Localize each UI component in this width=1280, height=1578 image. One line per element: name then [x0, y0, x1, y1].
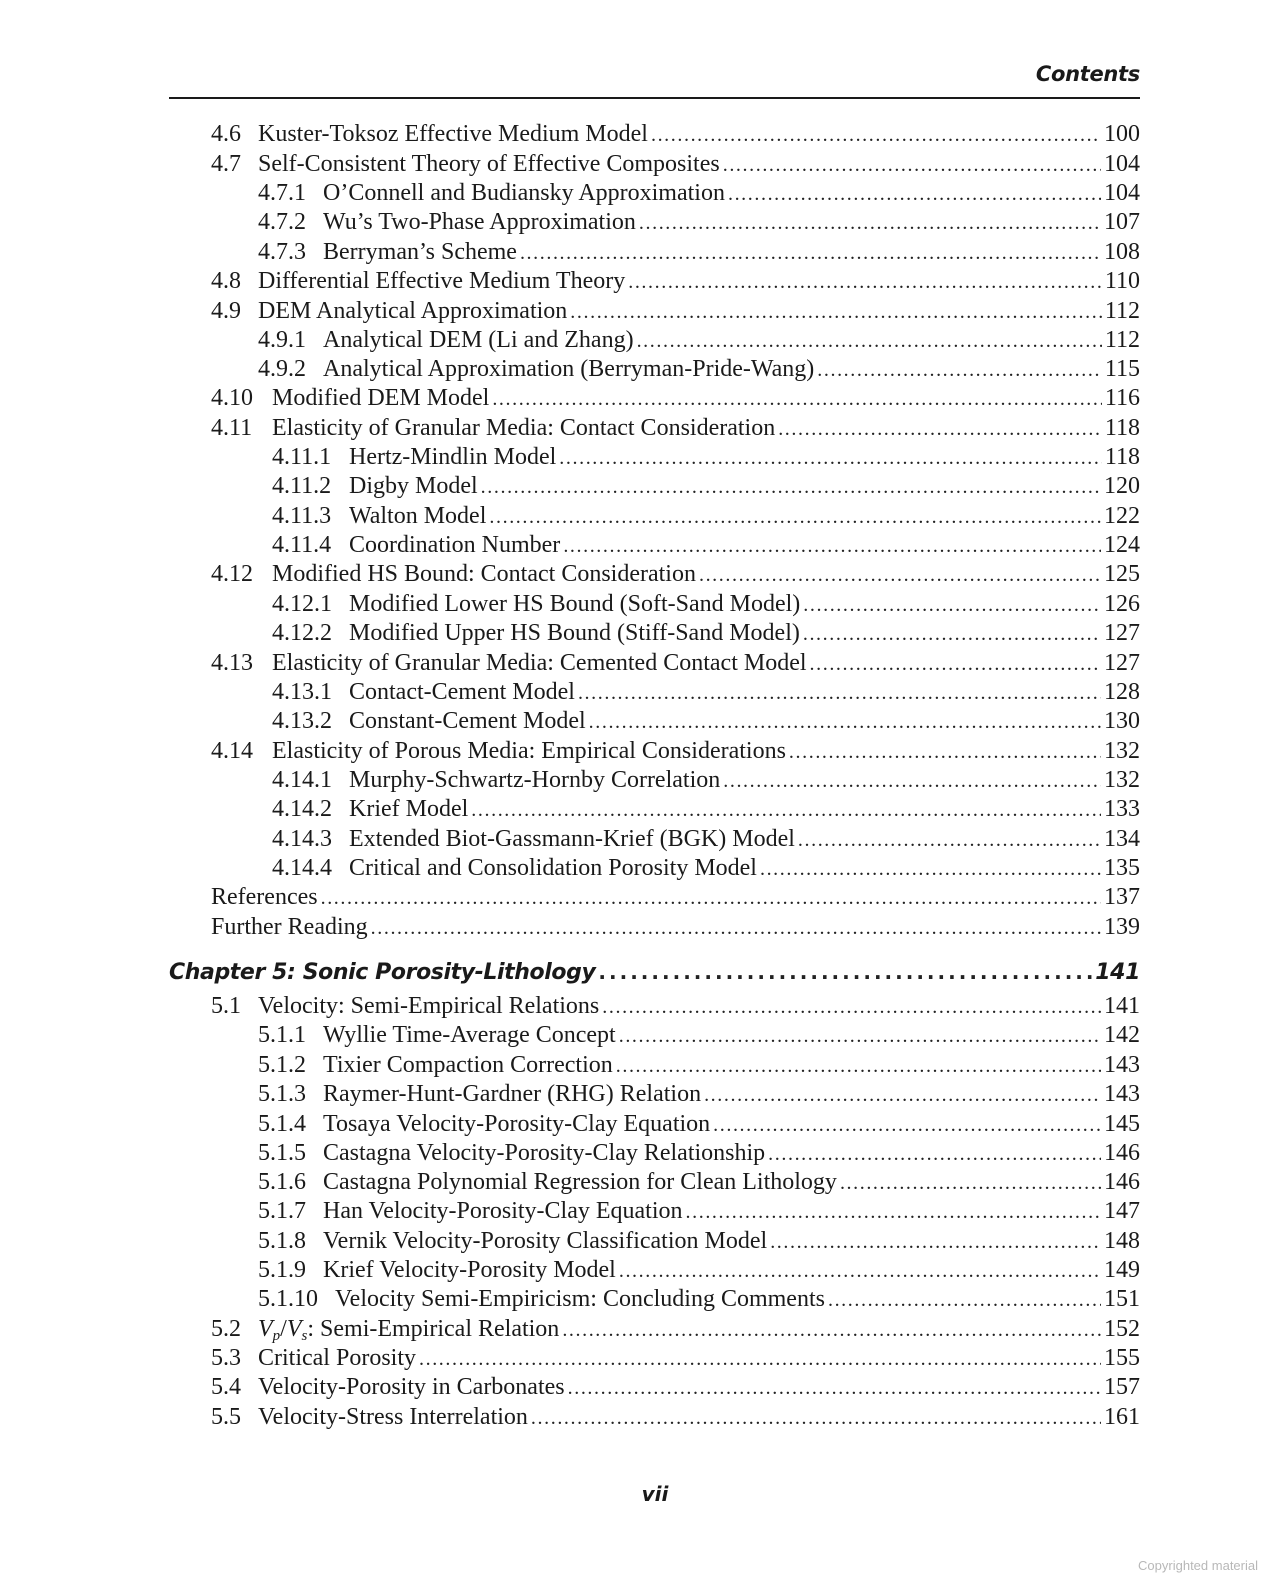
- toc-entry[interactable]: [211, 912, 1140, 942]
- toc-entry[interactable]: [258, 1109, 1140, 1139]
- toc-entry[interactable]: [211, 149, 1140, 179]
- entry-number: 4.11.4: [272, 532, 332, 558]
- leader-dots: [371, 913, 1101, 943]
- toc-entry[interactable]: [272, 794, 1140, 824]
- entry-title: Walton Model: [349, 503, 487, 529]
- entry-page: 104: [1104, 180, 1140, 206]
- entry-number: 4.13.2: [272, 708, 332, 734]
- entry-page: 124: [1104, 532, 1140, 558]
- entry-number: 5.4: [211, 1374, 241, 1400]
- entry-number: 4.7.2: [258, 209, 306, 235]
- entry-title: O’Connell and Budiansky Approximation: [323, 180, 725, 206]
- entry-number: 4.11.3: [272, 503, 332, 529]
- entry-page: 112: [1104, 327, 1140, 353]
- toc-entry[interactable]: [272, 589, 1140, 619]
- toc-entry[interactable]: [272, 618, 1140, 648]
- leader-dots: [489, 502, 1101, 532]
- leader-dots: [803, 590, 1101, 620]
- leader-dots: [481, 472, 1101, 502]
- entry-page: 118: [1104, 415, 1140, 441]
- entry-title: Extended Biot-Gassmann-Krief (BGK) Model: [349, 826, 795, 852]
- page-number: vii: [641, 1482, 669, 1506]
- entry-number: 5.1.6: [258, 1169, 306, 1195]
- entry-number: 5.1.5: [258, 1140, 306, 1166]
- entry-number: 5.1.4: [258, 1111, 306, 1137]
- toc-entry[interactable]: [258, 237, 1140, 267]
- toc-entry[interactable]: [258, 1138, 1140, 1168]
- entry-title: Critical Porosity: [258, 1345, 416, 1371]
- entry-page: 147: [1104, 1198, 1140, 1224]
- entry-title: References: [211, 884, 318, 910]
- leader-dots: [563, 531, 1101, 561]
- entry-number: 5.2: [211, 1316, 241, 1342]
- entry-title: Velocity-Stress Interrelation: [258, 1404, 528, 1430]
- entry-number: 4.14.4: [272, 855, 332, 881]
- toc-entry[interactable]: [211, 1372, 1140, 1402]
- leader-dots: [637, 326, 1102, 356]
- toc-entry[interactable]: [258, 1196, 1140, 1226]
- leader-dots: [578, 678, 1101, 708]
- entry-number: 4.9.2: [258, 356, 306, 382]
- entry-title: Modified Upper HS Bound (Stiff-Sand Model): [349, 620, 800, 646]
- toc-entry[interactable]: [272, 677, 1140, 707]
- entry-number: 4.14.3: [272, 826, 332, 852]
- entry-title: Velocity: Semi-Empirical Relations: [258, 993, 600, 1019]
- entry-page: 127: [1104, 620, 1140, 646]
- entry-number: 5.1: [211, 993, 241, 1019]
- entry-page: 112: [1104, 298, 1140, 324]
- entry-number: 4.13: [211, 650, 253, 676]
- leader-dots: [471, 795, 1101, 825]
- entry-title: Differential Effective Medium Theory: [258, 268, 626, 294]
- entry-number: 4.14.2: [272, 796, 332, 822]
- leader-dots: [619, 1256, 1101, 1286]
- entry-title: Modified HS Bound: Contact Consideration: [272, 561, 696, 587]
- entry-page: 145: [1104, 1111, 1140, 1137]
- toc-entry[interactable]: [211, 383, 1140, 413]
- entry-title: Velocity-Porosity in Carbonates: [258, 1374, 565, 1400]
- entry-page: 127: [1104, 650, 1140, 676]
- entry-title: Further Reading: [211, 914, 368, 940]
- toc-entry[interactable]: [211, 296, 1140, 326]
- chapter-title: Chapter 5: Sonic Porosity-Lithology: [169, 960, 596, 985]
- toc-entry[interactable]: [258, 178, 1140, 208]
- leader-dots: [568, 1373, 1101, 1403]
- entry-number: 4.11.1: [272, 444, 332, 470]
- entry-number: 4.11.2: [272, 473, 332, 499]
- entry-title: Elasticity of Porous Media: Empirical Considerations: [272, 738, 786, 764]
- leader-dots: [589, 707, 1101, 737]
- entry-title: Constant-Cement Model: [349, 708, 586, 734]
- toc-entry[interactable]: [211, 736, 1140, 766]
- toc-entry[interactable]: [258, 1079, 1140, 1109]
- entry-page: 128: [1104, 679, 1140, 705]
- entry-title: Krief Velocity-Porosity Model: [323, 1257, 616, 1283]
- entry-number: 5.1.2: [258, 1052, 306, 1078]
- leader-dots: [321, 883, 1101, 913]
- toc-entry[interactable]: [258, 1167, 1140, 1197]
- entry-title: Tosaya Velocity-Porosity-Clay Equation: [323, 1111, 711, 1137]
- entry-page: 151: [1104, 1286, 1140, 1312]
- toc-entry[interactable]: [272, 706, 1140, 736]
- entry-title: Modified Lower HS Bound (Soft-Sand Model): [349, 591, 801, 617]
- entry-title: Coordination Number: [349, 532, 561, 558]
- entry-title: Berryman’s Scheme: [323, 239, 517, 265]
- toc-entry[interactable]: [272, 501, 1140, 531]
- leader-dots: [828, 1285, 1101, 1315]
- header-rule: [169, 97, 1140, 99]
- leader-dots: [760, 854, 1101, 884]
- entry-page: 115: [1104, 356, 1140, 382]
- toc-entry[interactable]: [258, 325, 1140, 355]
- leader-dots: [598, 957, 1092, 987]
- entry-title: Self-Consistent Theory of Effective Composites: [258, 151, 720, 177]
- leader-dots: [728, 179, 1101, 209]
- entry-number: 5.1.8: [258, 1228, 306, 1254]
- entry-title: Han Velocity-Porosity-Clay Equation: [323, 1198, 683, 1224]
- entry-number: 4.12.2: [272, 620, 332, 646]
- entry-title: Hertz-Mindlin Model: [349, 444, 557, 470]
- entry-number: 5.1.10: [258, 1286, 318, 1312]
- toc-entry[interactable]: [211, 648, 1140, 678]
- entry-page: 135: [1104, 855, 1140, 881]
- entry-page: 126: [1104, 591, 1140, 617]
- leader-dots: [778, 414, 1102, 444]
- entry-page: 142: [1104, 1022, 1140, 1048]
- leader-dots: [817, 355, 1102, 385]
- toc-entry[interactable]: [272, 824, 1140, 854]
- entry-title: Vernik Velocity-Porosity Classification Model: [323, 1228, 768, 1254]
- leader-dots: [713, 1110, 1101, 1140]
- entry-page: 104: [1104, 151, 1140, 177]
- entry-number: 4.7: [211, 151, 241, 177]
- chapter-page: 141: [1095, 960, 1140, 985]
- leader-dots: [520, 238, 1101, 268]
- entry-page: 133: [1104, 796, 1140, 822]
- toc-entry[interactable]: [211, 991, 1140, 1021]
- entry-page: 122: [1104, 503, 1140, 529]
- toc-entry[interactable]: [211, 266, 1140, 296]
- entry-title: Kuster-Toksoz Effective Medium Model: [258, 121, 648, 147]
- entry-title: Castagna Polynomial Regression for Clean Lithology: [323, 1169, 837, 1195]
- entry-title: DEM Analytical Approximation: [258, 298, 568, 324]
- entry-page: 143: [1104, 1052, 1140, 1078]
- entry-title: Modified DEM Model: [272, 385, 490, 411]
- toc-entry[interactable]: [258, 1020, 1140, 1050]
- toc-entry[interactable]: [258, 1050, 1140, 1080]
- toc-entry[interactable]: [272, 530, 1140, 560]
- leader-dots: [840, 1168, 1101, 1198]
- entry-page: 134: [1104, 826, 1140, 852]
- leader-dots: [559, 443, 1102, 473]
- toc-entry[interactable]: [258, 354, 1140, 384]
- leader-dots: [810, 649, 1101, 679]
- entry-number: 5.1.9: [258, 1257, 306, 1283]
- entry-page: 132: [1104, 738, 1140, 764]
- leader-dots: [651, 120, 1101, 150]
- leader-dots: [704, 1080, 1101, 1110]
- toc-entry[interactable]: [258, 1226, 1140, 1256]
- toc-entry[interactable]: [272, 853, 1140, 883]
- toc-entry[interactable]: [272, 765, 1140, 795]
- leader-dots: [531, 1403, 1101, 1433]
- toc-entry[interactable]: [258, 207, 1140, 237]
- entry-number: 4.12.1: [272, 591, 332, 617]
- toc-entry[interactable]: [258, 1255, 1140, 1285]
- entry-page: 152: [1104, 1316, 1140, 1342]
- entry-page: 137: [1104, 884, 1140, 910]
- entry-title: Tixier Compaction Correction: [323, 1052, 613, 1078]
- leader-dots: [639, 208, 1101, 238]
- copyright-watermark: Copyrighted material: [1138, 1558, 1258, 1573]
- entry-title: Analytical Approximation (Berryman-Pride-Wang): [323, 356, 815, 382]
- toc-entry[interactable]: [272, 471, 1140, 501]
- leader-dots: [803, 619, 1101, 649]
- entry-title: Castagna Velocity-Porosity-Clay Relationship: [323, 1140, 766, 1166]
- entry-page: 143: [1104, 1081, 1140, 1107]
- leader-dots: [770, 1227, 1101, 1257]
- entry-title: Elasticity of Granular Media: Cemented Contact Model: [272, 650, 807, 676]
- entry-number: 4.9.1: [258, 327, 306, 353]
- leader-dots: [562, 1315, 1101, 1345]
- entry-page: 100: [1104, 121, 1140, 147]
- leader-dots: [602, 992, 1101, 1022]
- entry-page: 157: [1104, 1374, 1140, 1400]
- entry-page: 155: [1104, 1345, 1140, 1371]
- entry-number: 4.10: [211, 385, 253, 411]
- entry-number: 4.14: [211, 738, 253, 764]
- toc-entry[interactable]: [211, 413, 1140, 443]
- toc-entry[interactable]: [272, 442, 1140, 472]
- entry-number: 4.6: [211, 121, 241, 147]
- entry-page: 116: [1104, 385, 1140, 411]
- entry-number: 5.5: [211, 1404, 241, 1430]
- entry-page: 141: [1104, 993, 1140, 1019]
- entry-page: 146: [1104, 1140, 1140, 1166]
- leader-dots: [699, 560, 1101, 590]
- entry-page: 110: [1104, 268, 1140, 294]
- entry-page: 161: [1104, 1404, 1140, 1430]
- entry-number: 4.12: [211, 561, 253, 587]
- entry-title: Wu’s Two-Phase Approximation: [323, 209, 636, 235]
- leader-dots: [492, 384, 1102, 414]
- entry-number: 4.11: [211, 415, 253, 441]
- entry-page: 132: [1104, 767, 1140, 793]
- toc-entry[interactable]: [211, 1343, 1140, 1373]
- toc-entry[interactable]: [211, 559, 1140, 589]
- entry-page: 118: [1104, 444, 1140, 470]
- entry-title: $V_p/V_s$: Semi-Empirical Relation: [258, 1316, 560, 1344]
- entry-number: 4.14.1: [272, 767, 332, 793]
- entry-title: Analytical DEM (Li and Zhang): [323, 327, 634, 353]
- leader-dots: [723, 766, 1101, 796]
- leader-dots: [628, 267, 1102, 297]
- vs-symbol: $V_s$: [286, 1316, 308, 1344]
- entry-page: 108: [1104, 239, 1140, 265]
- leader-dots: [616, 1051, 1101, 1081]
- entry-title: Krief Model: [349, 796, 469, 822]
- leader-dots: [419, 1344, 1101, 1374]
- toc-entry[interactable]: [211, 1402, 1140, 1432]
- running-header-title: Contents: [1035, 62, 1140, 86]
- entry-title: Contact-Cement Model: [349, 679, 575, 705]
- entry-page: 130: [1104, 708, 1140, 734]
- entry-title: Murphy-Schwartz-Hornby Correlation: [349, 767, 721, 793]
- entry-number: 5.1.1: [258, 1022, 306, 1048]
- entry-page: 120: [1104, 473, 1140, 499]
- toc-entry[interactable]: [258, 1284, 1140, 1314]
- entry-page: 146: [1104, 1169, 1140, 1195]
- entry-number: 4.7.3: [258, 239, 306, 265]
- toc-entry[interactable]: [211, 882, 1140, 912]
- entry-title: Raymer-Hunt-Gardner (RHG) Relation: [323, 1081, 702, 1107]
- entry-title: Elasticity of Granular Media: Contact Consideration: [272, 415, 776, 441]
- entry-title: Critical and Consolidation Porosity Model: [349, 855, 757, 881]
- leader-dots: [723, 150, 1101, 180]
- entry-number: 5.3: [211, 1345, 241, 1371]
- entry-title: Velocity Semi-Empiricism: Concluding Comments: [335, 1286, 825, 1312]
- entry-number: 4.9: [211, 298, 241, 324]
- toc-entry[interactable]: [211, 119, 1140, 149]
- entry-title: Wyllie Time-Average Concept: [323, 1022, 616, 1048]
- entry-number: 5.1.7: [258, 1198, 306, 1224]
- entry-page: 139: [1104, 914, 1140, 940]
- leader-dots: [619, 1021, 1101, 1051]
- leader-dots: [789, 737, 1101, 767]
- entry-page: 149: [1104, 1257, 1140, 1283]
- toc-chapter-entry[interactable]: [169, 957, 1140, 987]
- entry-page: 107: [1104, 209, 1140, 235]
- entry-number: 4.13.1: [272, 679, 332, 705]
- entry-number: 4.8: [211, 268, 241, 294]
- entry-page: 125: [1104, 561, 1140, 587]
- vp-symbol: $V_p$: [258, 1316, 281, 1344]
- toc-entry[interactable]: [211, 1314, 1140, 1344]
- entry-page: 148: [1104, 1228, 1140, 1254]
- leader-dots: [798, 825, 1101, 855]
- entry-number: 5.1.3: [258, 1081, 306, 1107]
- entry-number: 4.7.1: [258, 180, 306, 206]
- leader-dots: [570, 297, 1102, 327]
- leader-dots: [686, 1197, 1101, 1227]
- leader-dots: [768, 1139, 1101, 1169]
- entry-title: Digby Model: [349, 473, 478, 499]
